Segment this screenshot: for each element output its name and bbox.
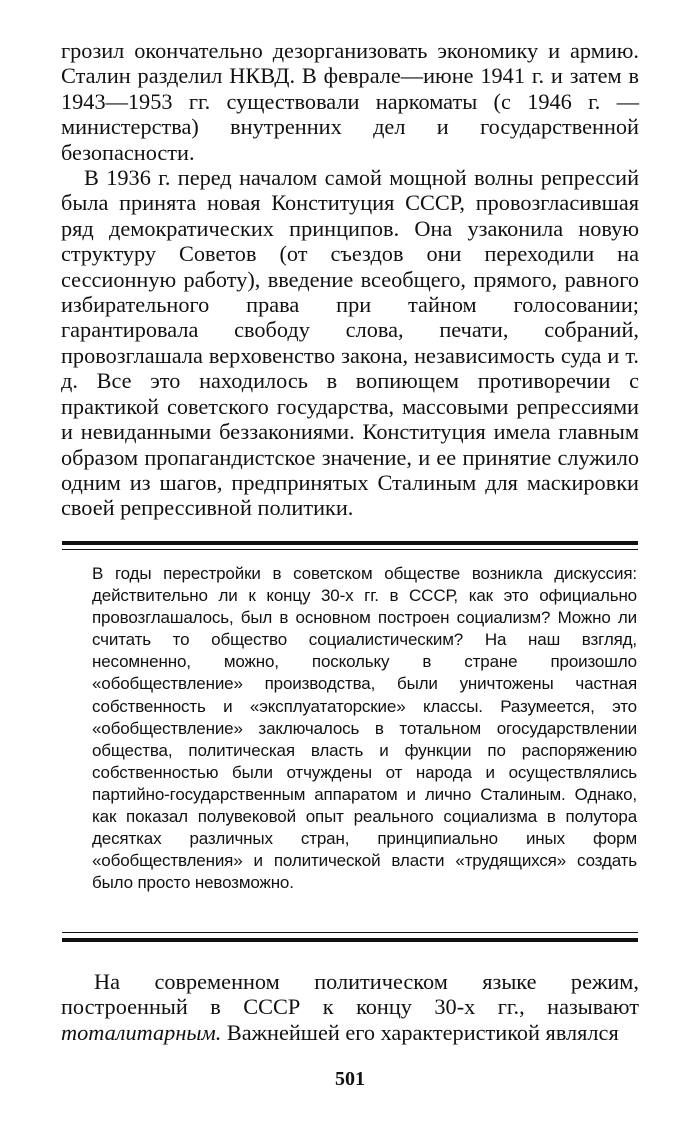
- main-text-block: [61, 38, 639, 521]
- box-top-rule-thin: [62, 549, 638, 550]
- page-number: 501: [335, 1068, 365, 1090]
- box-bottom-rule-thick: [62, 938, 638, 942]
- paragraph-constitution-1936: В 1936 г. перед началом самой мощной волны репрессий была принята новая Конституция СССР, провозгласившая ряд демократических принципов. Она узаконила новую структуру Советов (от съездов они переходили на сессионную работу), введение всеобщего, прямого, равного избирательного права при тайном голосовании; гарантировала свободу слова, печати, собраний, провозглашала верховенство закона, независимость суда и т. д. Все это находилось в вопиющем противоречии с практикой советского государства, массовыми репрессиями и невиданными беззакониями. Конституция имела главным образом пропагандистское значение, и ее принятие служило одним из шагов, предпринятых Сталиным для маскировки своей репрессивной политики.: [61, 165, 639, 521]
- closing-tail: Важнейшей его характеристикой являлся: [226, 1019, 619, 1045]
- box-top-rule-thick: [62, 541, 638, 545]
- closing-paragraph: [61, 969, 639, 1045]
- boxed-note-text: В годы перестройки в советском обществе возникла дискуссия: действительно ли к концу 30-х гг. в СССР, как это официально провозглашалось, был в основном построен социализм? Можно ли считать то общество социалистическим? На наш взгляд, несомненно, можно, поскольку в стране произошло «обобществление» производства, были уничтожены частная собственность и «эксплуататорские» классы. Разумеется, это «обобществление» заключалось в тотальном огосударствлении общества, политическая власть и функции по распоряжению собственностью были отчуждены от народа и осуществлялись партийно-государственным аппаратом и лично Сталиным. Однако, как показал полувековой опыт реального социализма в полутора десятках различных стран, принципиально иных форм «обобществления» и политической власти «трудящихся» создать было просто невозможно.: [92, 564, 637, 893]
- box-bottom-rule-thin: [62, 932, 638, 933]
- closing-lead: На современном политическом языке режим, построенный в СССР к концу 30-х гг., называют: [61, 969, 639, 1020]
- paragraph-continued: грозил окончательно дезорганизовать экономику и армию. Сталин разделил НКВД. В феврале—июне 1941 г. и затем в 1943—1953 гг. существовали наркоматы (с 1946 г. — министерства) внутренних дел и государственной безопасности.: [61, 38, 639, 165]
- closing-italic-term: тоталитарным.: [61, 1019, 222, 1045]
